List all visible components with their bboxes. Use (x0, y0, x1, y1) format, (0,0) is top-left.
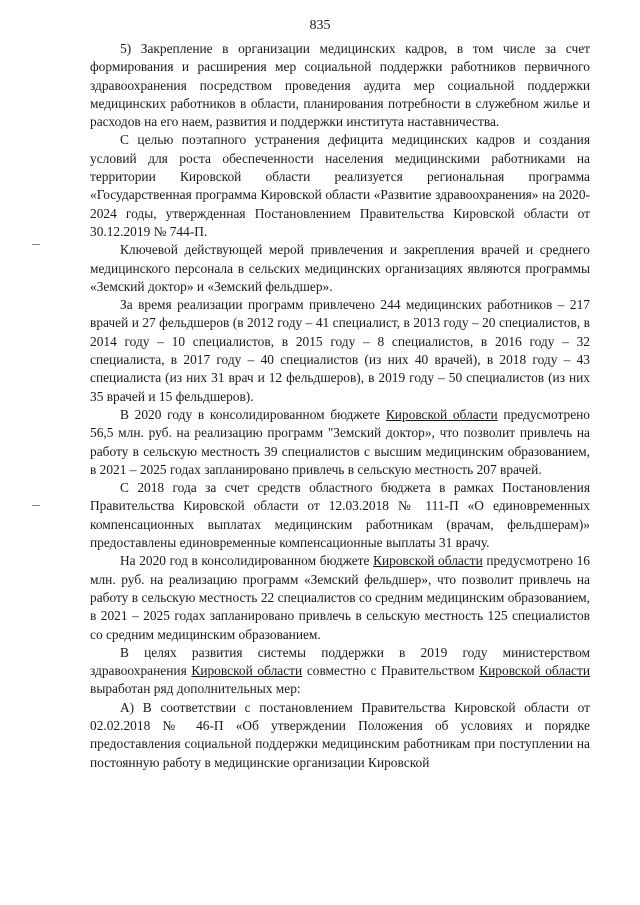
underlined-text: Кировской области (479, 663, 590, 679)
paragraph: С 2018 года за счет средств областного бюджета в рамках Постановления Правительства Кировской области от 12.03.2018 № 111-П «О единовременных компенсационных выплатах медицинским работникам (врачам, фельдшерам)» предоставлены единовременные компенсационные выплаты 31 врачу. (90, 480, 590, 551)
paragraph: А) В соответствии с постановлением Правительства Кировской области от 02.02.2018 № 46-П «Об утверждении Положения об условиях и порядке предоставления социальной поддержки медицинским работникам при поступлении на постоянную работу в медицинские организации Кировской (90, 699, 590, 770)
document-body (90, 40, 590, 772)
margin-mark (32, 505, 40, 506)
paragraph: На 2020 год в консолидированном бюджете Кировской области предусмотрено 16 млн. руб. на реализацию программ «Земский фельдшер», что позволит привлечь на работу в сельскую местность 22 специалистов со средним медицинским образованием, в 2021 – 2025 годах запланировано привлечь в сельскую местность 125 специалистов со средним медицинским образованием. (90, 553, 590, 642)
paragraph: В целях развития системы поддержки в 2019 году министерством здравоохранения Кировской области совместно с Правительством Кировской области выработан ряд дополнительных мер: (90, 644, 590, 697)
paragraph: С целью поэтапного устранения дефицита медицинских кадров и создания условий для роста обеспеченности населения медицинскими работниками на территории Кировской области реализуется региональная программа «Государственная программа Кировской области «Развитие здравоохранения» на 2020-2024 годы, утвержденная Постановлением Правительства Кировской области от 30.12.2019 № 744-П. (90, 132, 590, 239)
paragraph: В 2020 году в консолидированном бюджете Кировской области предусмотрено 56,5 млн. руб. на реализацию программ "Земский доктор», что позволит привлечь на работу в сельскую местность 39 специалистов с высшим медицинским образованием, в 2021 – 2025 годах запланировано привлечь в сельскую местность 207 врачей. (90, 406, 590, 477)
paragraph: 5) Закрепление в организации медицинских кадров, в том числе за счет формирования и расширения мер социальной поддержки работников первичного здравоохранения посредством проведения аудита мер социальной поддержки медицинских работников в области, планирования потребности в служебном жилье и расходов на его наем, развития и поддержки института наставничества. (90, 41, 590, 130)
underlined-text: Кировской области (385, 406, 498, 422)
paragraph: Ключевой действующей мерой привлечения и закрепления врачей и среднего медицинского персонала в сельских медицинских организациях являются программы «Земский доктор» и «Земский фельдшер». (90, 242, 590, 294)
underlined-text: Кировской области (373, 553, 483, 569)
underlined-text: Кировской области (191, 663, 303, 679)
paragraph: За время реализации программ привлечено 244 медицинских работников – 217 врачей и 27 фельдшеров (в 2012 году – 41 специалист, в 2013 году – 20 специалистов, в 2014 году – 10 специалистов, в 2015 году – 8 специалистов, в 2016 году – 32 специалиста, в 2017 году – 40 специалистов (из них 40 врачей), в 2018 году – 43 специалиста (из них 31 врач и 12 фельдшеров), в 2019 году – 50 специалистов (из них 35 врачей и 15 фельдшеров). (90, 297, 590, 404)
margin-mark (32, 244, 40, 245)
page-number: 835 (309, 18, 331, 33)
